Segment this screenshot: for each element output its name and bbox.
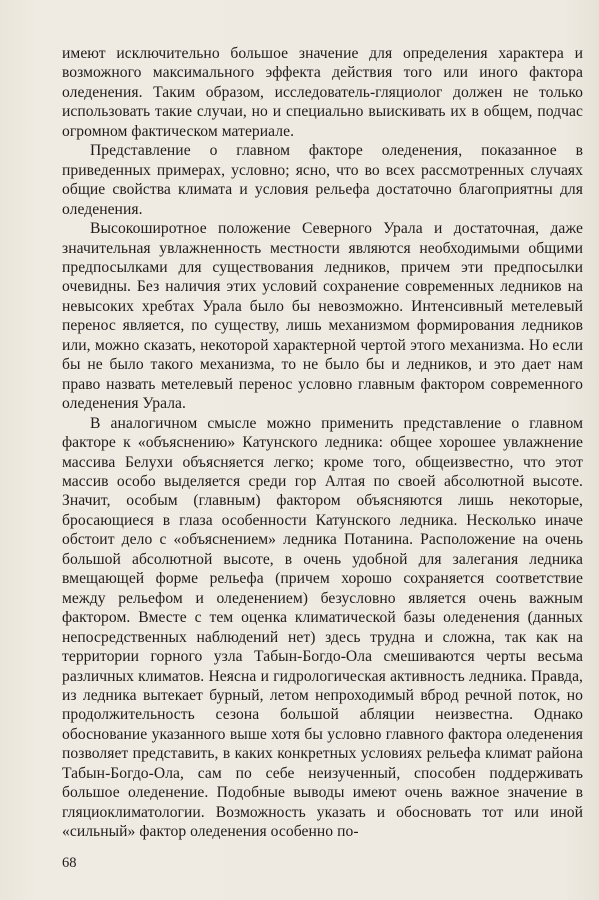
page-number: 68	[62, 855, 77, 871]
paragraph-2: Представление о главном факторе оледенения, показанное в приведенных примерах, условно; ясно, что во всех рассмотренных случаях общие свойства климата и условия рельефа достаточно благоприятны для оледенения.	[62, 142, 583, 218]
paragraph-1: имеют исключительно большое значение для определения характера и возможного максимального эффекта действия того или иного фактора оледенения. Таким образом, исследователь-гляциолог должен не только использовать такие случаи, но и специально выискивать их в общем, подчас огромном фактическом материале.	[62, 45, 583, 140]
paragraph-4: В аналогичном смысле можно применить представление о главном факторе к «объяснению» Катунского ледника: общее хорошее увлажнение массива Белухи объясняется легко; кроме того, общеизвестно, что этот массив особо выделяется среди гор Алтая по своей абсолютной высоте. Значит, особым (главным) фактором объясняются лишь некоторые, бросающиеся в глаза особенности Катунского ледника. Несколько иначе обстоит дело с «объяснением» ледника Потанина. Расположение на очень большой абсолютной высоте, в очень удобной для залегания ледника вмещающей форме рельефа (причем хорошо сохраняется соответствие между рельефом и оледенением) безусловно является очень важным фактором. Вместе с тем оценка климатической базы оледенения (данных непосредственных наблюдений нет) здесь трудна и сложна, так как на территории горного узла Табын-Богдо-Ола смешиваются черты весьма различных климатов. Неясна и гидрологическая активность ледника. Правда, из ледника вытекает бурный, летом непроходимый вброд речной поток, но продолжительность сезона большой абляции неизвестна. Однако обоснование указанного выше хотя бы условно главного фактора оледенения позволяет представить, в каких конкретных условиях рельефа климат района Табын-Богдо-Ола, сам по себе неизученный, способен поддерживать большое оледенение. Подобные выводы имеют очень важное значение в гляциоклиматологии. Возможность указать и обосновать тот или иной «сильный» фактор оледенения особенно по-	[62, 414, 583, 841]
body-text	[62, 44, 583, 842]
paragraph-3: Высокоширотное положение Северного Урала и достаточная, даже значительная увлажненность местности являются необходимыми общими предпосылками для существования ледников, причем эти предпосылки очевидны. Без наличия этих условий сохранение современных ледников на невысоких хребтах Урала было бы невозможно. Интенсивный метелевый перенос является, по существу, лишь механизмом формирования ледников или, можно сказать, некоторой характерной чертой этого механизма. Но если бы не было такого механизма, то не было бы и ледников, и это дает нам право назвать метелевый перенос условно главным фактором современного оледенения Урала.	[62, 220, 583, 413]
